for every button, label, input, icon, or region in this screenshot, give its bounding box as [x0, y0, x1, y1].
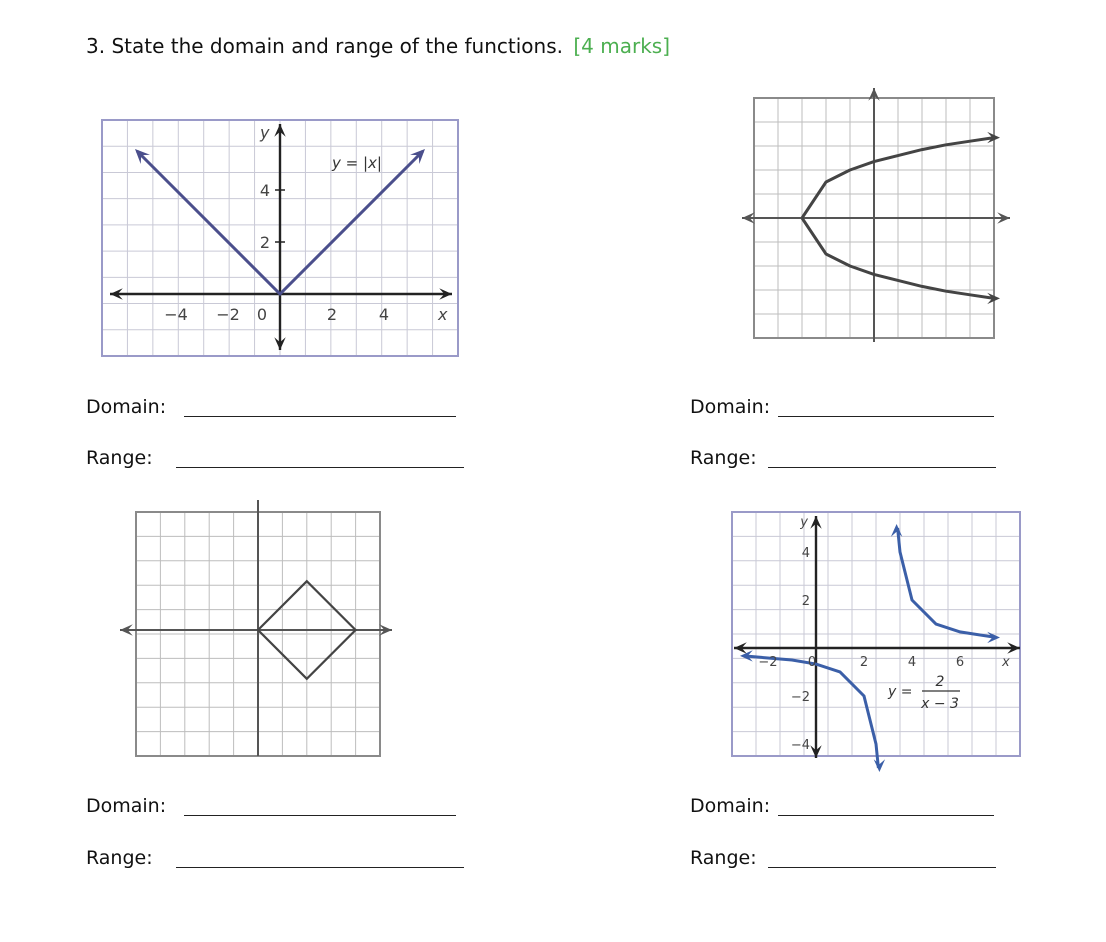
x-tick-label: 4 — [378, 305, 390, 324]
range-label-4: Range: — [690, 847, 757, 869]
y-tick-label: 2 — [259, 233, 270, 252]
domain-label-1: Domain: — [86, 396, 167, 418]
y-tick-label: 4 — [801, 546, 810, 561]
y-axis-label: y — [260, 123, 270, 142]
x-tick-label: 6 — [955, 655, 965, 670]
range-answer-line-2[interactable] — [768, 467, 996, 468]
domain-label-2: Domain: — [690, 396, 771, 418]
x-tick-label: 0 — [807, 655, 817, 670]
domain-label-4: Domain: — [690, 795, 771, 817]
hyperbola-right-branch — [898, 528, 996, 637]
range-label-2: Range: — [690, 447, 757, 469]
equation-numerator: 2 — [935, 674, 945, 690]
x-axis-label: x — [1002, 655, 1010, 670]
equation-label: y = |x| — [332, 154, 382, 172]
equation-prefix: y = — [888, 684, 913, 700]
range-label-1: Range: — [86, 447, 153, 469]
x-axis-label: x — [438, 305, 448, 324]
y-axis-label: y — [800, 515, 808, 530]
curve-arrow — [874, 759, 885, 772]
range-answer-line-4[interactable] — [768, 867, 996, 868]
parabola-graph — [738, 86, 1016, 346]
question-number: 3. — [86, 34, 106, 58]
domain-label-3: Domain: — [86, 795, 167, 817]
range-answer-line-1[interactable] — [176, 467, 464, 468]
question-text: State the domain and range of the functions. — [111, 34, 563, 58]
diamond-graph — [116, 500, 398, 758]
domain-answer-line-1[interactable] — [184, 416, 456, 417]
domain-answer-line-3[interactable] — [184, 815, 456, 816]
x-tick-label: −2 — [758, 655, 778, 670]
range-answer-line-3[interactable] — [176, 867, 464, 868]
question-header — [86, 34, 670, 58]
x-tick-label: −2 — [216, 305, 240, 324]
y-tick-label: −4 — [790, 738, 810, 753]
hyperbola-graph — [730, 510, 1026, 760]
domain-answer-line-2[interactable] — [778, 416, 994, 417]
x-tick-label: 2 — [859, 655, 869, 670]
curve-arrow — [891, 524, 902, 537]
x-tick-label: −4 — [164, 305, 188, 324]
equation-denominator: x − 3 — [921, 696, 959, 712]
range-label-3: Range: — [86, 847, 153, 869]
x-tick-label: 0 — [256, 305, 268, 324]
y-tick-label: 2 — [801, 594, 810, 609]
question-marks: [4 marks] — [573, 34, 670, 58]
domain-answer-line-4[interactable] — [778, 815, 994, 816]
x-tick-label: 2 — [326, 305, 338, 324]
y-tick-label: 4 — [259, 181, 270, 200]
hyperbola-left-branch — [744, 656, 878, 768]
y-tick-label: −2 — [790, 690, 810, 705]
x-tick-label: 4 — [907, 655, 917, 670]
abs-value-graph — [100, 118, 460, 360]
